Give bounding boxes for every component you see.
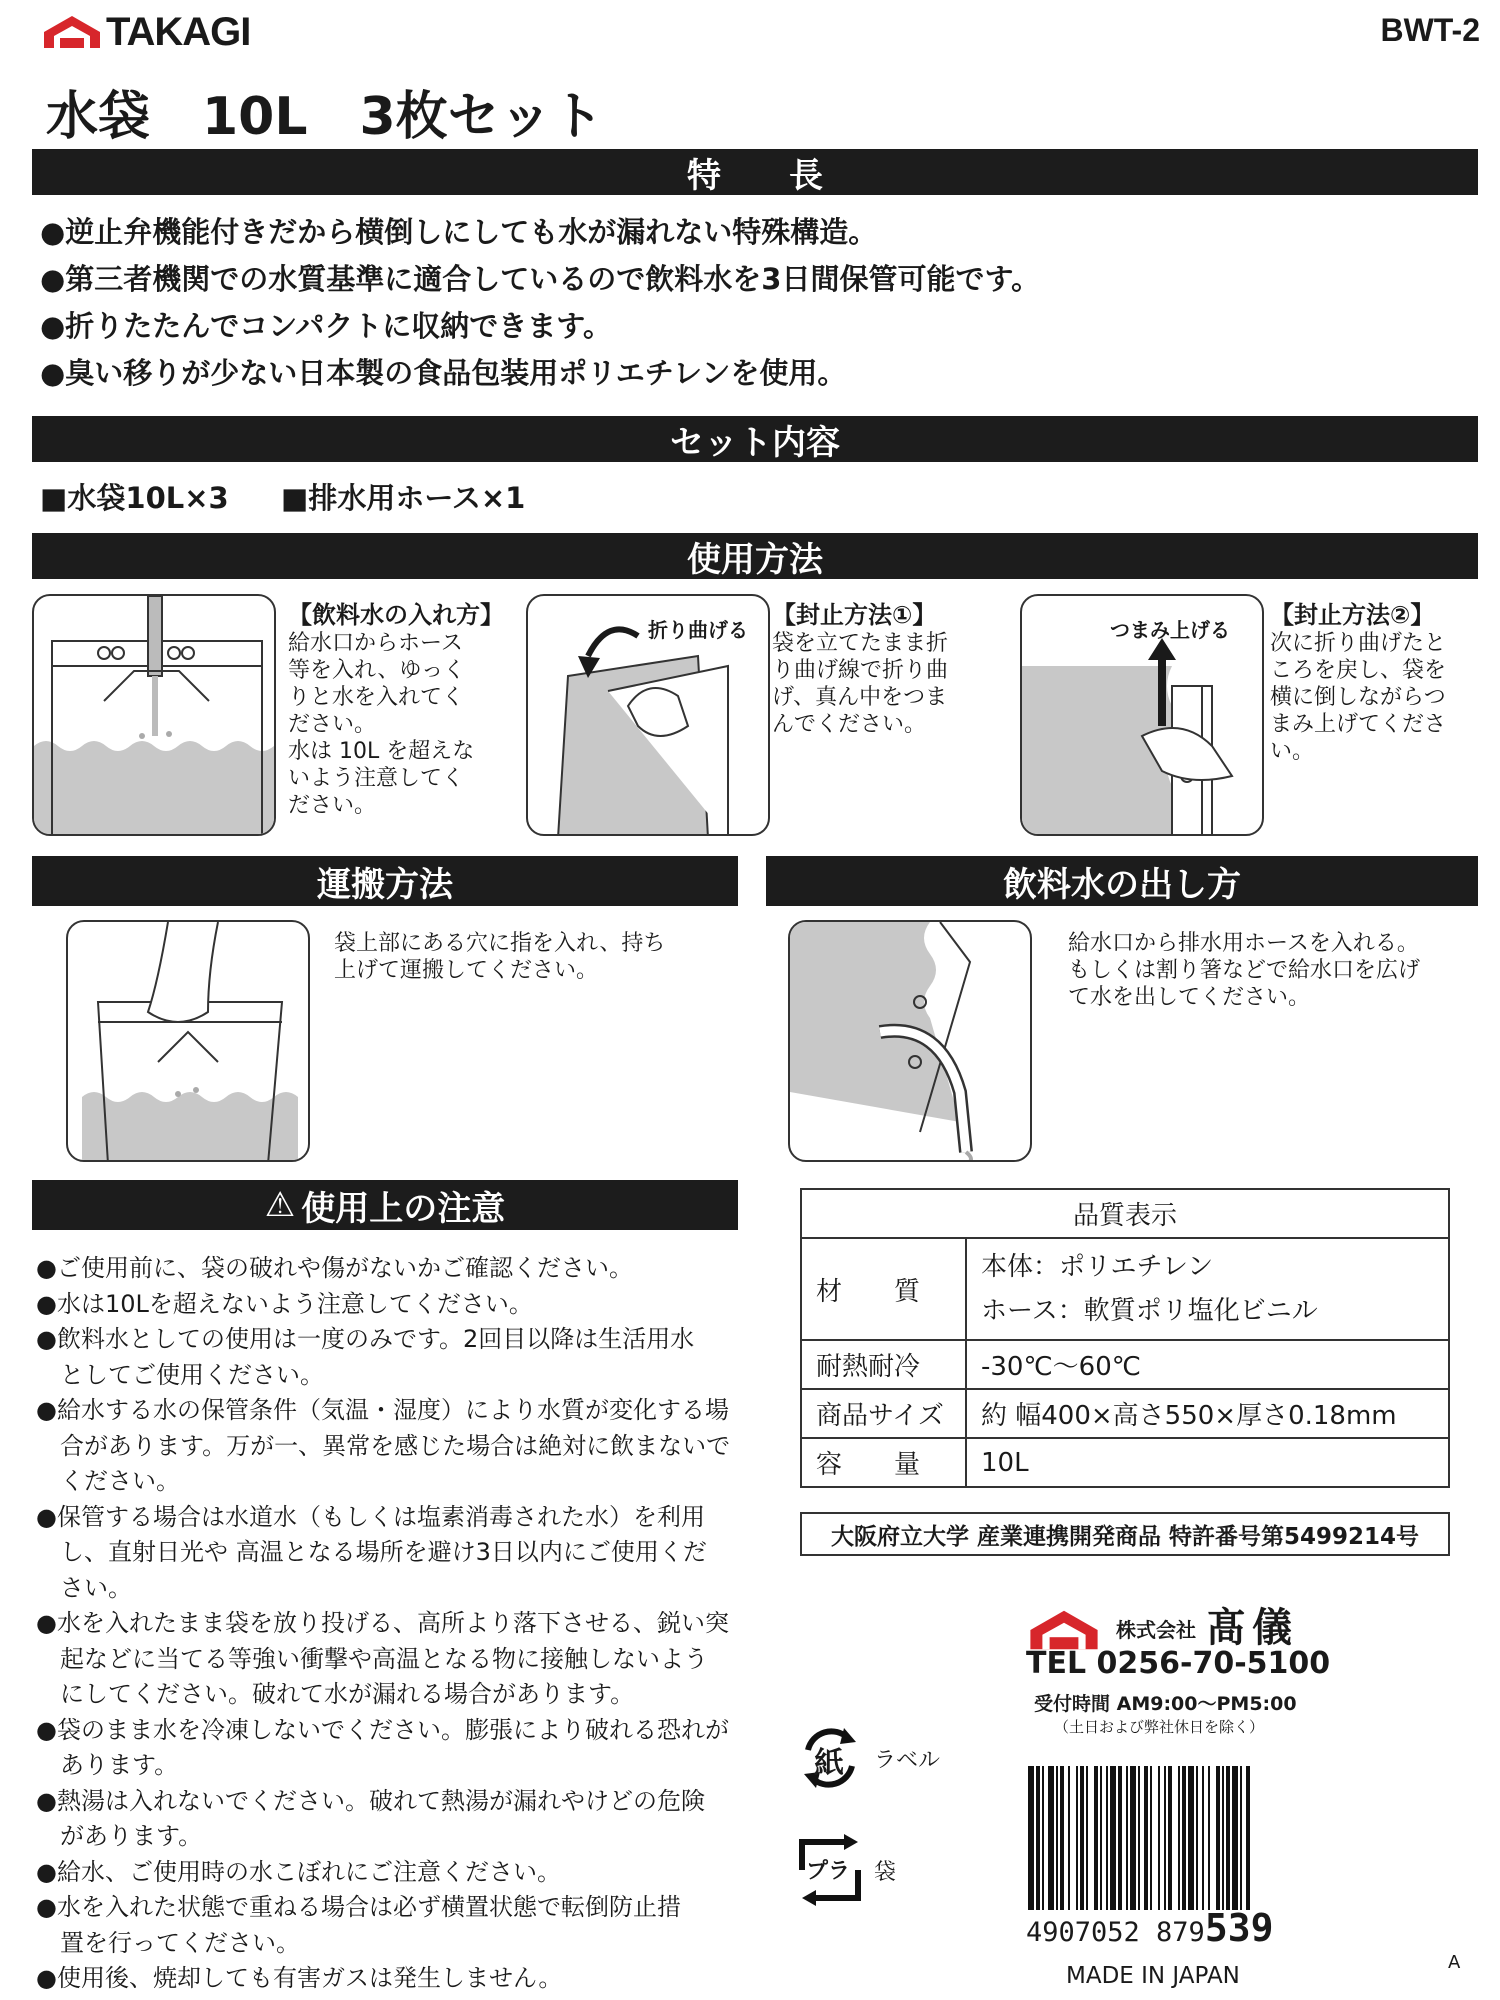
barcode-bar [1118, 1766, 1122, 1910]
caution-line: にしてください。破れて水が漏れる場合があります。 [36, 1680, 635, 1708]
barcode-number-check: 539 [1204, 1906, 1274, 1950]
dispense-line: て水を出してください。 [1068, 985, 1311, 1010]
step3-label: つまみ上げる [1110, 618, 1230, 642]
barcode-bar [1126, 1766, 1128, 1910]
step2-title: 【封止方法①】 [772, 601, 937, 629]
barcode-bar [1226, 1766, 1230, 1910]
step1-line: ださい。 [288, 793, 377, 818]
caution-line: ●給水する水の保管条件（気温・湿度）により水質が変化する場 [36, 1396, 729, 1424]
temp-label: 耐熱耐冷 [801, 1340, 966, 1389]
feature-item: ●臭い移りが少ない日本製の食品包装用ポリエチレンを使用。 [40, 356, 847, 390]
footer-letter: A [1448, 1952, 1461, 1973]
feature-item: ●第三者機関での水質基準に適合しているので飲料水を3日間保管可能です。 [40, 262, 1041, 296]
barcode-bar [1246, 1766, 1250, 1910]
caution-line: あります。 [36, 1751, 179, 1779]
feature-item: ●折りたたんでコンパクトに収納できます。 [40, 309, 612, 343]
step2-illustration [526, 594, 770, 836]
capacity-label: 容 量 [801, 1438, 966, 1487]
plastic-recycle-mark [794, 1834, 896, 1906]
caution-line: ●熱湯は入れないでください。破れて熱湯が漏れやけどの危険 [36, 1786, 705, 1815]
barcode-bar [1222, 1766, 1224, 1910]
barcode-number-main: 4907052 879 [1026, 1917, 1205, 1948]
barcode-bar [1080, 1766, 1084, 1910]
set-contents-list [40, 476, 525, 517]
capacity-value: 10L [966, 1438, 1449, 1487]
warning-icon: ⚠ [264, 1185, 296, 1225]
caution-line: があります。 [36, 1822, 203, 1850]
house-logo-icon [42, 14, 102, 50]
paper-mark-label: ラベル [874, 1747, 941, 1773]
patent-box: 大阪府立大学 産業連携開発商品 特許番号第5499214号 [800, 1512, 1450, 1556]
barcode-number [1026, 1906, 1273, 1950]
size-value: 約 幅400×高さ550×厚さ0.18mm [966, 1389, 1449, 1438]
paper-mark-glyph: 紙 [814, 1746, 844, 1781]
caution-line: ●ご使用前に、袋の破れや傷がないかご確認ください。 [36, 1254, 633, 1282]
carry-heading: 運搬方法 [32, 856, 738, 906]
material-body: 本体：ポリエチレン [981, 1252, 1214, 1282]
step3-line: まみ上げてくださ [1270, 712, 1447, 737]
barcode-bar [1086, 1766, 1088, 1910]
caution-line: ●保管する場合は水道水（もしくは塩素消毒された水）を利用 [36, 1502, 705, 1531]
set-item: ■排水用ホース×1 [280, 481, 526, 515]
barcode-bar [1060, 1766, 1064, 1910]
step3-line: 次に折り曲げたと [1270, 631, 1447, 656]
temp-value: -30℃〜60℃ [966, 1340, 1449, 1389]
barcode-bar [1094, 1766, 1098, 1910]
step1-line: ださい。 [288, 712, 377, 737]
company-tel: TEL 0256-70-5100 [1026, 1646, 1331, 1681]
step1-line: りと水を入れてく [288, 685, 465, 710]
caution-line: 起などに当てる等強い衝撃や高温となる物に接触しないよう [36, 1644, 708, 1673]
caution-line: ください。 [36, 1467, 180, 1495]
cautions-list [36, 1251, 730, 1997]
set-item: ■水袋10L×3 [40, 481, 229, 515]
barcode-bar [1048, 1766, 1054, 1910]
dispense-line: 給水口から排水用ホースを入れる。 [1068, 931, 1419, 956]
barcode-bar [1028, 1766, 1034, 1910]
caution-line: し、直射日光や 高温となる場所を避け3日以内にご使用くだ [36, 1538, 707, 1566]
features-list [40, 209, 1040, 397]
barcode-bar [1178, 1766, 1180, 1910]
dispense-illustration [788, 920, 1032, 1162]
company-hours: 受付時間 AM9:00〜PM5:00 [1034, 1693, 1297, 1715]
step3-illustration [1020, 594, 1264, 836]
barcode-bar [1202, 1766, 1204, 1910]
step2-line: んでください。 [772, 712, 927, 737]
step1-title: 【飲料水の入れ方】 [288, 601, 504, 629]
barcode-bar [1196, 1766, 1198, 1910]
paper-recycle-mark [794, 1722, 940, 1794]
caution-line: ●使用後、焼却しても有害ガスは発生しません。 [36, 1964, 563, 1992]
caution-line: 合があります。万が一、異常を感じた場合は絶対に飲まないで [36, 1431, 731, 1460]
barcode-bar [1130, 1766, 1136, 1910]
barcode [1026, 1766, 1308, 1910]
step2-text [772, 600, 948, 738]
barcode-bar [1110, 1766, 1116, 1910]
quality-table [800, 1188, 1450, 1488]
caution-line: ●飲料水としての使用は一度のみです。2回目以降は生活用水 [36, 1325, 695, 1353]
barcode-bar [1100, 1766, 1102, 1910]
company-name: 髙儀 [1206, 1604, 1298, 1651]
step1-line: いよう注意してく [288, 766, 465, 791]
caution-line: ●水を入れたまま袋を放り投げる、高所より落下させる、鋭い突 [36, 1609, 729, 1637]
step1-line: 等を入れ、ゆっく [288, 658, 466, 683]
caution-line: ●水は10Lを超えないよう注意してください。 [36, 1289, 533, 1318]
barcode-bar [1106, 1766, 1108, 1910]
barcode-bar [1036, 1766, 1040, 1910]
barcode-bar [1042, 1766, 1044, 1910]
step2-label: 折り曲げる [648, 618, 748, 642]
barcode-bar [1232, 1766, 1238, 1910]
barcode-bar [1168, 1766, 1172, 1910]
step3-line: ころを戻し、袋を [1270, 658, 1447, 683]
barcode-bar [1188, 1766, 1194, 1910]
caution-line: ●給水、ご使用時の水こぼれにご注意ください。 [36, 1857, 561, 1886]
dispense-heading: 飲料水の出し方 [766, 856, 1478, 906]
company-hours-note: （土日および弊社休日を除く） [1054, 1718, 1265, 1736]
feature-item: ●逆止弁機能付きだから横倒しにしても水が漏れない特殊構造。 [40, 215, 878, 249]
caution-line: としてご使用ください。 [36, 1360, 324, 1389]
barcode-bar [1208, 1766, 1210, 1910]
quality-title: 品質表示 [801, 1189, 1449, 1238]
carry-illustration [66, 920, 310, 1162]
barcode-bar [1076, 1766, 1078, 1910]
brand-logo [42, 10, 250, 54]
step3-text [1270, 600, 1446, 765]
barcode-bar [1138, 1766, 1140, 1910]
caution-line: 置を行ってください。 [36, 1928, 300, 1957]
material-value [966, 1238, 1449, 1340]
step1-illustration [32, 594, 276, 836]
step3-line: い。 [1270, 739, 1315, 764]
caution-line: さい。 [36, 1573, 132, 1602]
step3-title: 【封止方法②】 [1270, 601, 1435, 629]
caution-line: ●水を入れた状態で重ねる場合は必ず横置状態で転倒防止措 [36, 1893, 681, 1921]
barcode-bar [1164, 1766, 1166, 1910]
step1-line: 給水口からホース [288, 631, 463, 656]
features-heading: 特 長 [32, 149, 1478, 195]
step1-text [288, 600, 504, 819]
material-label: 材 質 [801, 1238, 966, 1340]
caution-line: ●袋のまま水を冷凍しないでください。膨張により破れる恐れが [36, 1715, 729, 1744]
origin-label: MADE IN JAPAN [1066, 1963, 1240, 1989]
plastic-mark-glyph: プラ [806, 1859, 851, 1884]
barcode-bar [1240, 1766, 1242, 1910]
barcode-bar [1158, 1766, 1160, 1910]
material-hose: ホース：軟質ポリ塩化ビニル [981, 1296, 1318, 1326]
company-prefix: 株式会社 [1116, 1618, 1196, 1642]
dispense-text [1068, 930, 1420, 1011]
barcode-bar [1216, 1766, 1220, 1910]
step1-line: 水は 10L を超えな [288, 739, 475, 764]
carry-line: 上げて運搬してください。 [334, 958, 599, 983]
barcode-bar [1144, 1766, 1148, 1910]
barcode-bar [1182, 1766, 1186, 1910]
carry-line: 袋上部にある穴に指を入れ、持ち [334, 931, 666, 956]
plastic-mark-label: 袋 [874, 1859, 897, 1885]
usage-heading: 使用方法 [32, 533, 1478, 579]
cautions-heading [32, 1180, 738, 1230]
step2-line: げ、真ん中をつま [772, 685, 948, 710]
step2-line: 袋を立てたまま折 [772, 631, 949, 656]
brand-name: TAKAGI [106, 9, 251, 54]
carry-text [334, 930, 665, 984]
set-contents-heading: セット内容 [32, 416, 1478, 462]
barcode-bar [1068, 1766, 1070, 1910]
size-label: 商品サイズ [801, 1389, 966, 1438]
step2-line: り曲げ線で折り曲 [772, 658, 949, 683]
company-logo [1028, 1596, 1298, 1653]
page-title: 水袋 10L 3枚セット [46, 87, 604, 147]
dispense-line: もしくは割り箸などで給水口を広げ [1068, 958, 1421, 983]
barcode-bar [1150, 1766, 1152, 1910]
cautions-heading-label: 使用上の注意 [301, 1188, 506, 1229]
model-number: BWT-2 [1380, 12, 1480, 48]
step3-line: 横に倒しながらつ [1270, 685, 1446, 710]
barcode-bar [1056, 1766, 1058, 1910]
